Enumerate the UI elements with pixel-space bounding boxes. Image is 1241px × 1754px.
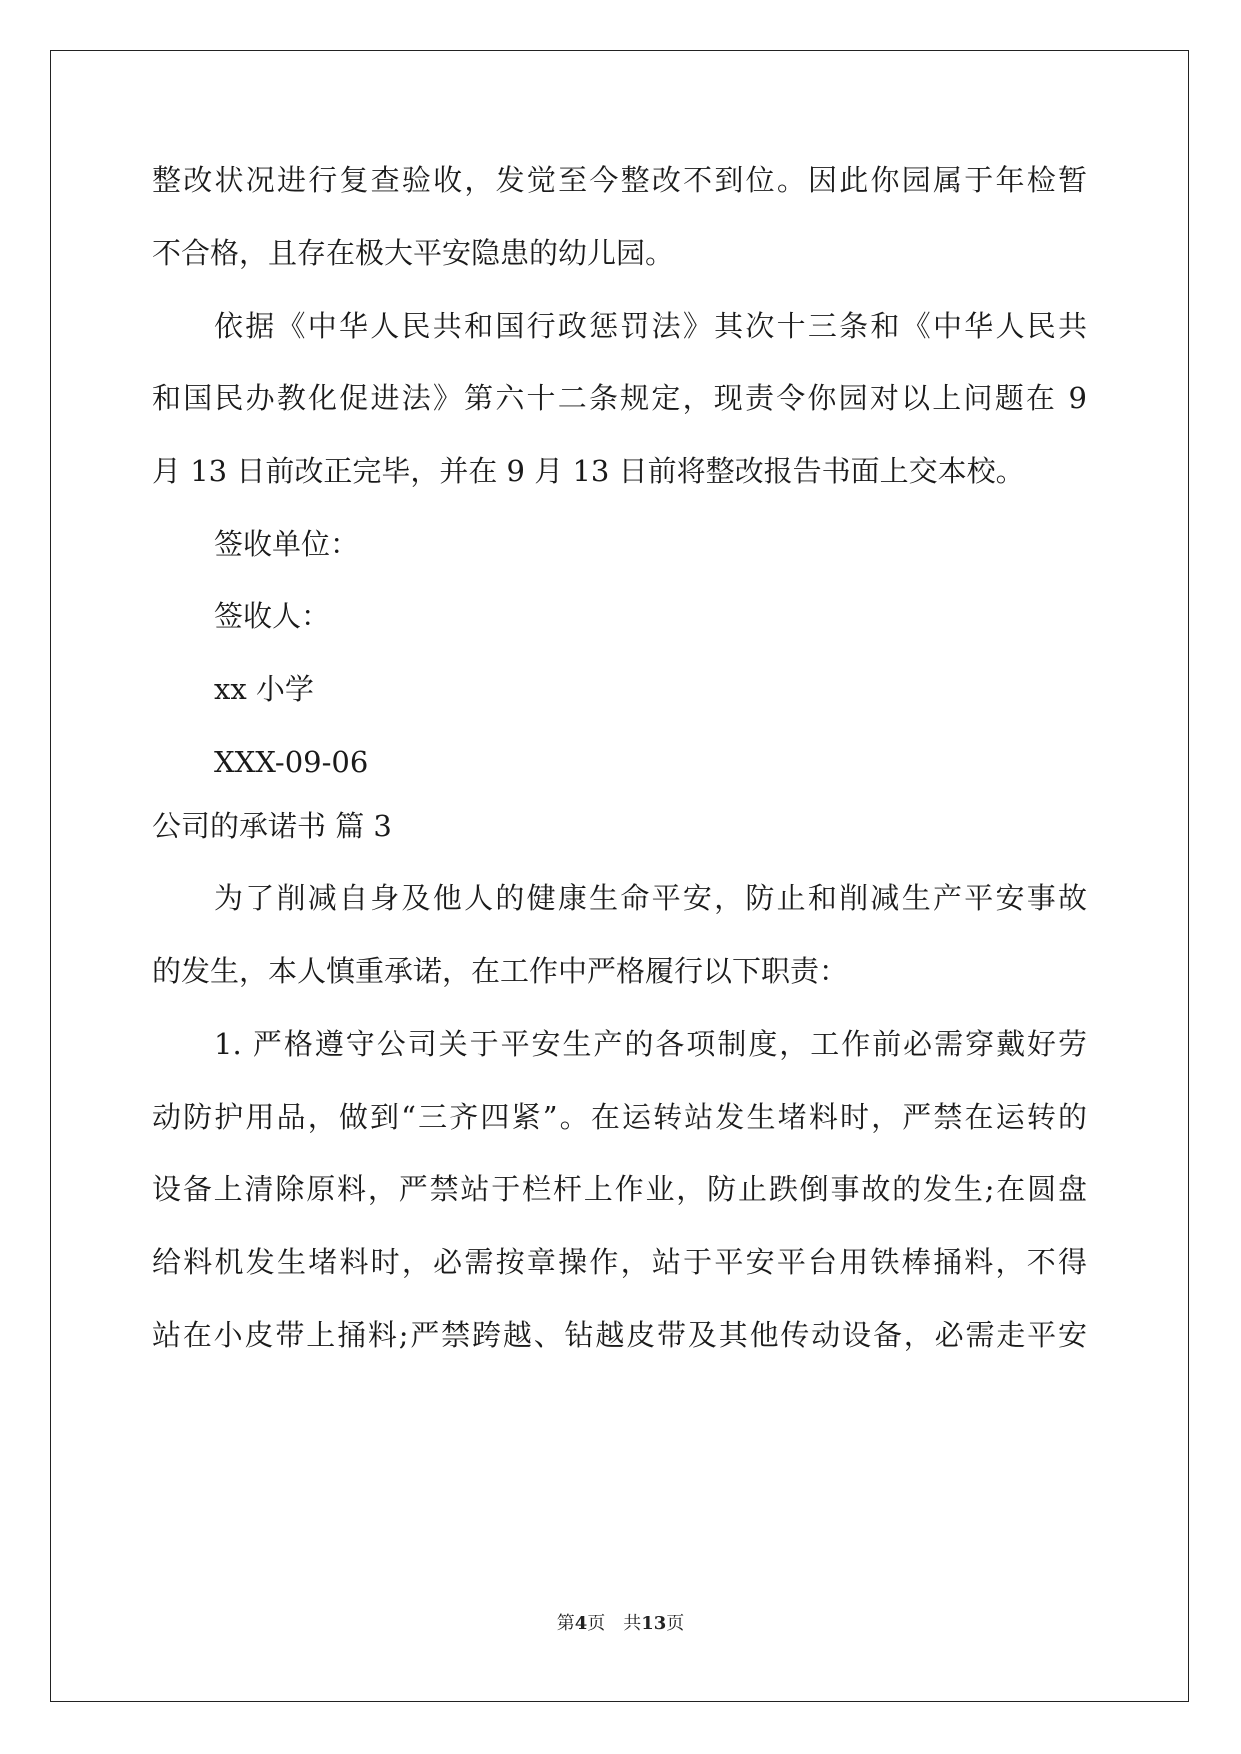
sign-person-label: 签收人： [214,599,331,633]
text-line: 依据《中华人民共和国行政惩罚法》其次十三条和《中华人民共 [214,309,1087,343]
text-line: 不合格，且存在极大平安隐患的幼儿园。 [152,236,675,270]
page-suffix: 页 [666,1613,685,1634]
page-total: 13 [641,1613,667,1634]
text-line: 1. 严格遵守公司关于平安生产的各项制度，工作前必需穿戴好劳 [214,1027,1087,1061]
issue-date: XXX-09-06 [214,745,369,779]
page-prefix: 第 [556,1613,575,1634]
text-line: 动防护用品，做到“三齐四紧”。在运转站发生堵料时，严禁在运转的 [152,1100,1087,1134]
issuer-name: xx 小学 [214,672,314,706]
sign-unit-label: 签收单位： [214,527,360,561]
page-mid: 页 共 [587,1613,642,1634]
text-line: 整改状况进行复查验收，发觉至今整改不到位。因此你园属于年检暂 [152,163,1087,197]
text-line: 给料机发生堵料时，必需按章操作，站于平安平台用铁棒捅料，不得 [152,1245,1087,1279]
text-line: 为了削减自身及他人的健康生命平安，防止和削减生产平安事故 [214,881,1087,915]
page-border [50,50,1189,1702]
text-line: 月 13 日前改正完毕，并在 9 月 13 日前将整改报告书面上交本校。 [152,454,1025,488]
text-line: 和国民办教化促进法》第六十二条规定，现责令你园对以上问题在 9 [152,381,1087,415]
page-number-footer [0,1612,1241,1636]
text-line: 设备上清除原料，严禁站于栏杆上作业，防止跌倒事故的发生;在圆盘 [152,1172,1087,1206]
text-line: 站在小皮带上捅料;严禁跨越、钻越皮带及其他传动设备，必需走平安 [152,1318,1087,1352]
section-heading: 公司的承诺书 篇 3 [152,809,392,843]
text-line: 的发生，本人慎重承诺，在工作中严格履行以下职责： [152,954,849,988]
page-current: 4 [574,1613,588,1634]
